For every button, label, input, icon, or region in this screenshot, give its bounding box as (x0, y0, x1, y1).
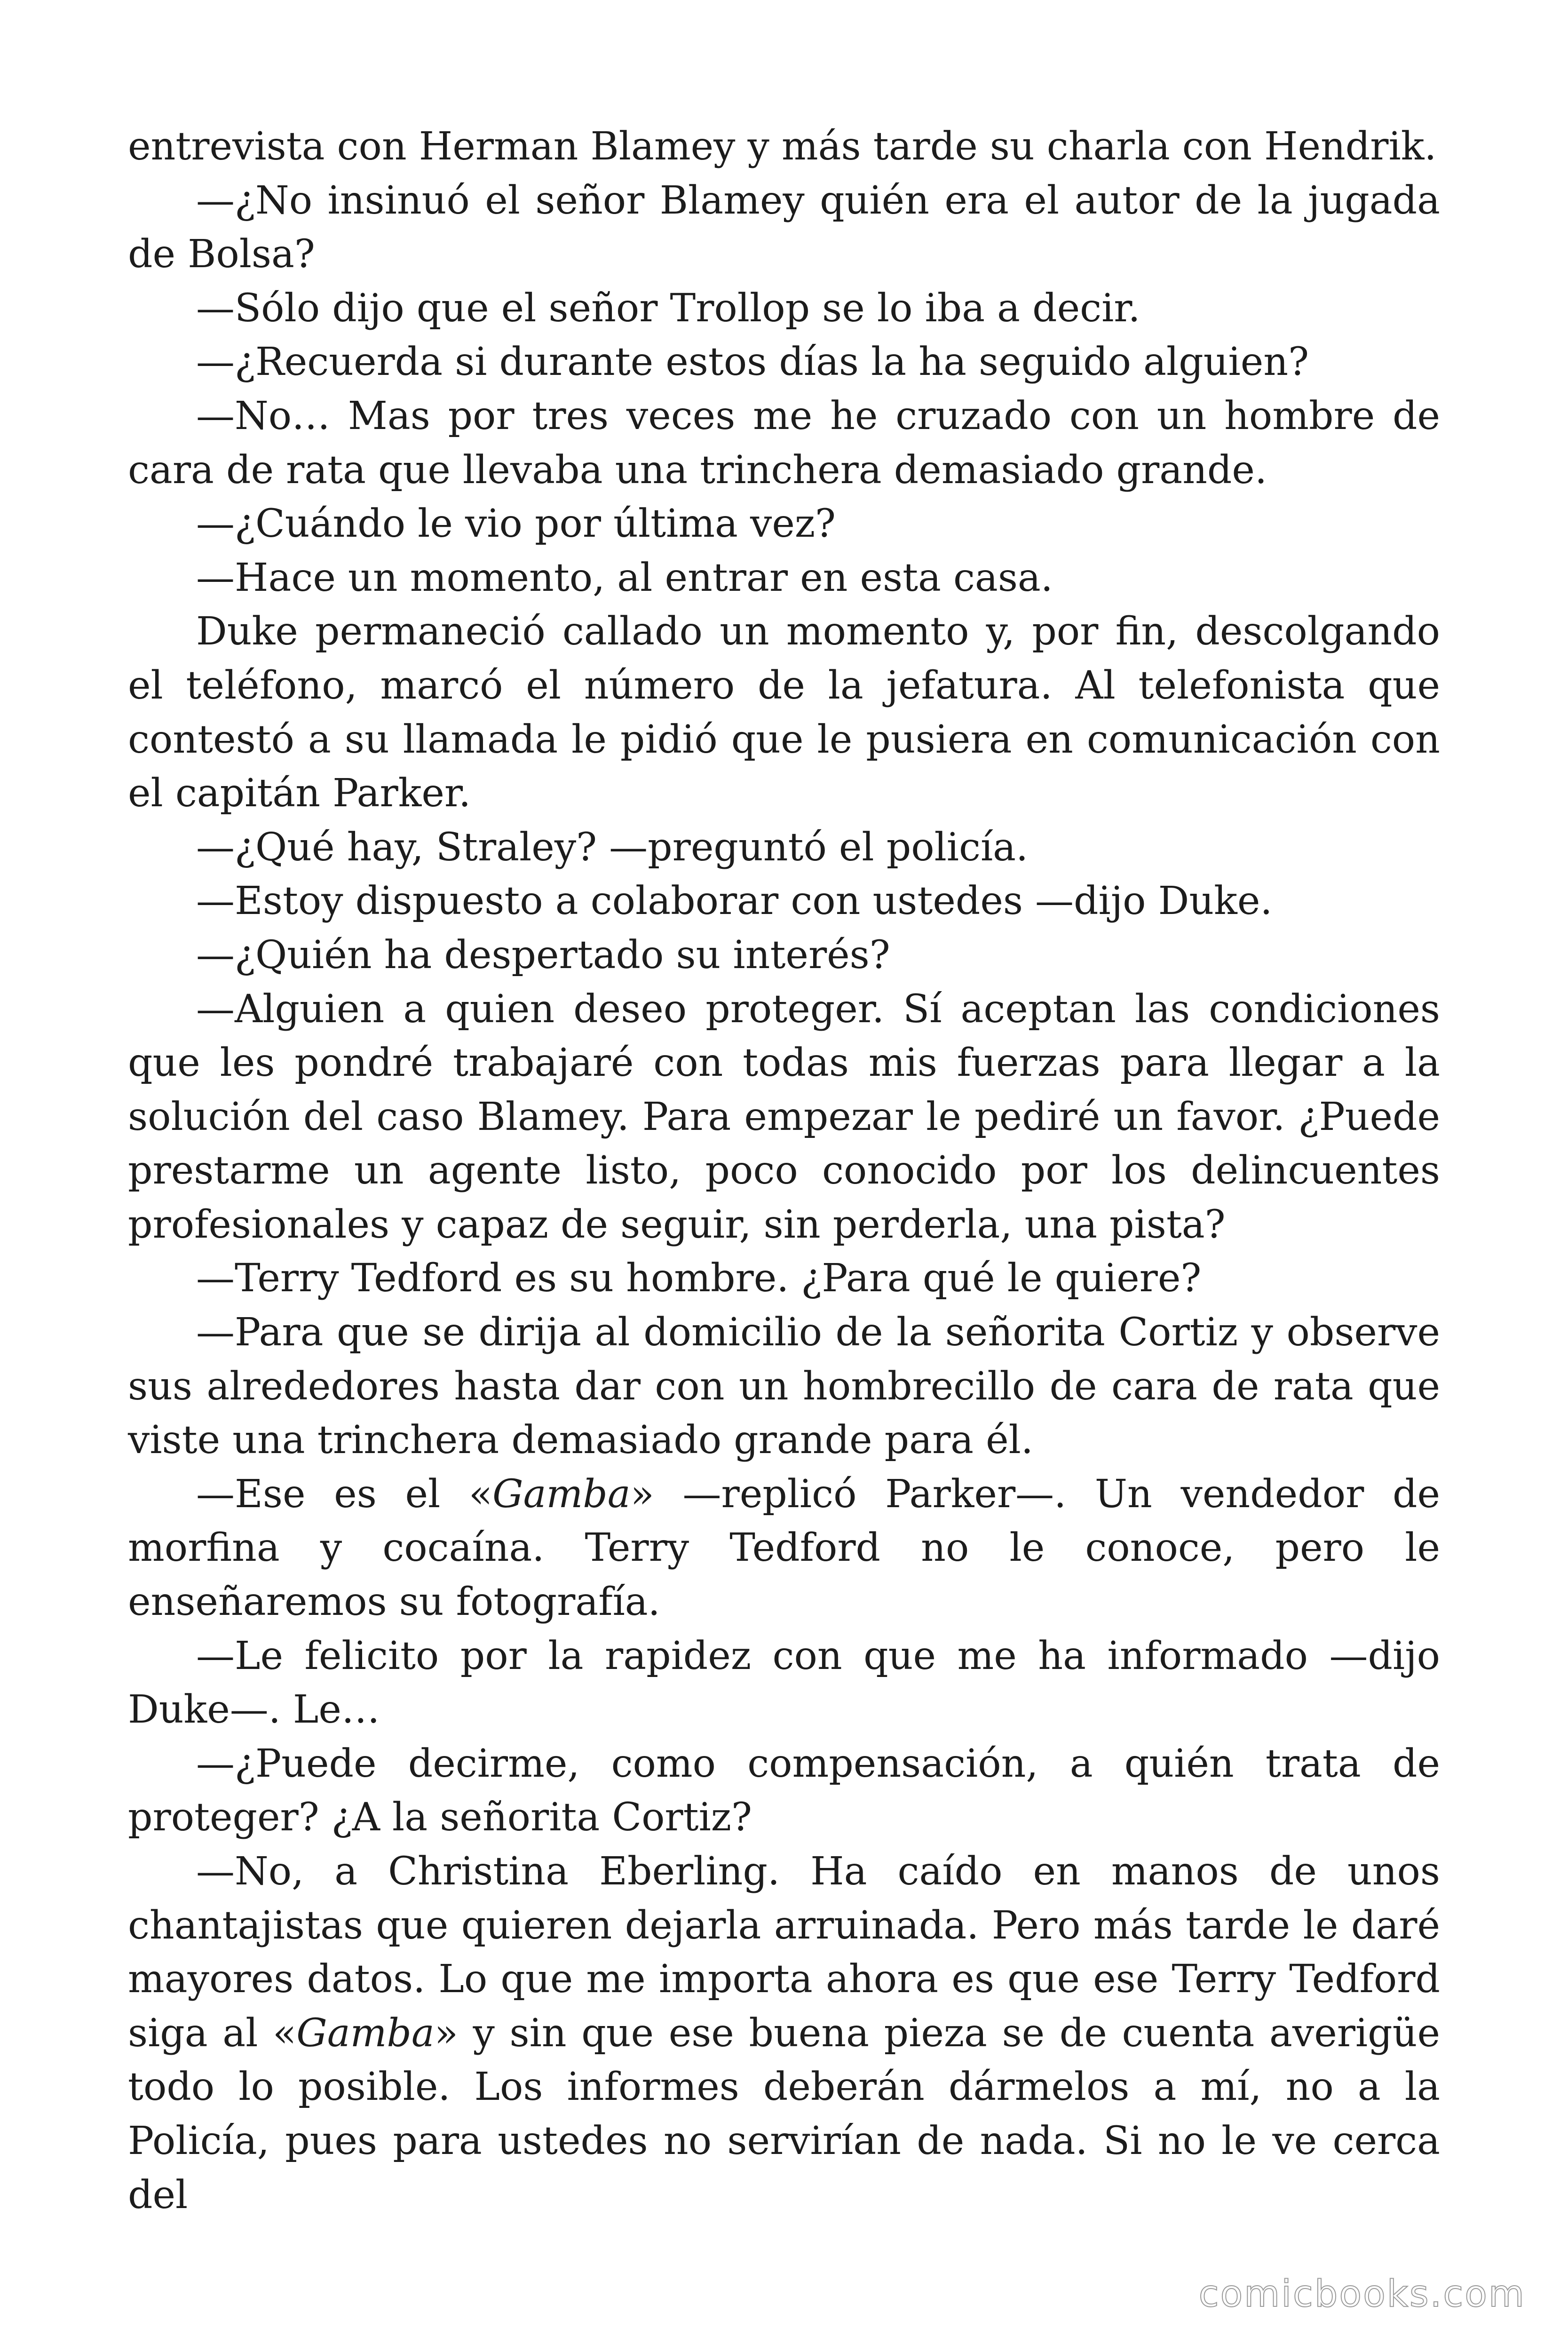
paragraph (128, 929, 1440, 983)
paragraph (128, 120, 1440, 174)
text-run: —No, a Christina Eberling. Ha caído en manos de unos chantajistas que quieren dejarla arruinada. Pero más tarde le daré mayores datos. Lo que me importa ahora es que ese Terry Tedford siga al « (128, 1849, 1440, 2056)
text-run: —Hace un momento, al entrar en esta casa. (196, 555, 1053, 600)
text-run: —Sólo dijo que el señor Trollop se lo iba a decir. (196, 286, 1140, 331)
paragraph (128, 1306, 1440, 1468)
paragraph (128, 1845, 1440, 2222)
text-run: —Ese es el « (196, 1471, 493, 1517)
text-run: —¿Quién ha despertado su interés? (196, 932, 890, 977)
text-run: —¿Qué hay, Straley? —preguntó el policía. (196, 825, 1029, 870)
text-run: » y sin que ese buena pieza se de cuenta averigüe todo lo posible. Los informes deberán dármelos a mí, no a la Policía, pues para ustedes no servirían de nada. Si no le ve cerca del (128, 2010, 1440, 2217)
text-run: —Para que se dirija al domicilio de la señorita Cortiz y observe sus alrededores hasta dar con un hombrecillo de cara de rata que viste una trinchera demasiado grande para él. (128, 1310, 1440, 1463)
text-run: —Alguien a quien deseo proteger. Sí aceptan las condiciones que les pondré trabajaré con todas mis fuerzas para llegar a la solución del caso Blamey. Para empezar le pediré un favor. ¿Puede prestarme un agente listo, poco conocido por los delincuentes profesionales y capaz de seguir, sin perderla, una pista? (128, 986, 1440, 1247)
paragraph (128, 282, 1440, 336)
text-run: —Le felicito por la rapidez con que me ha informado —dijo Duke—. Le… (128, 1633, 1440, 1732)
text-run: —Estoy dispuesto a colaborar con ustedes —dijo Duke. (196, 879, 1273, 924)
paragraph (128, 821, 1440, 875)
text-run: —¿Recuerda si durante estos días la ha seguido alguien? (196, 340, 1309, 385)
paragraph (128, 874, 1440, 929)
paragraph (128, 174, 1440, 282)
paragraph (128, 1468, 1440, 1629)
paragraph (128, 1737, 1440, 1845)
text-run: » —replicó Parker—. Un vendedor de morfina y cocaína. Terry Tedford no le conoce, pero le enseñaremos su fotografía. (128, 1471, 1440, 1625)
text-run: —¿No insinuó el señor Blamey quién era el autor de la jugada de Bolsa? (128, 178, 1440, 277)
paragraph (128, 983, 1440, 1252)
paragraph (128, 1252, 1440, 1306)
paragraph (128, 497, 1440, 551)
text-run: —¿Cuándo le vio por última vez? (196, 501, 836, 547)
text-run: entrevista con Herman Blamey y más tarde su charla con Hendrik. (128, 124, 1437, 169)
paragraph (128, 1629, 1440, 1737)
paragraph (128, 335, 1440, 389)
italic-text-run: Gamba (296, 2010, 435, 2056)
site-watermark: comicbooks.com (1198, 2273, 1526, 2315)
paragraph (128, 551, 1440, 605)
paragraph (128, 389, 1440, 497)
text-run: —No… Mas por tres veces me he cruzado con un hombre de cara de rata que llevaba una trinchera demasiado grande. (128, 393, 1440, 493)
text-run: Duke permaneció callado un momento y, por fin, descolgando el teléfono, marcó el número de la jefatura. Al telefonista que contestó a su llamada le pidió que le pusiera en comunicación con el capitán Parker. (128, 609, 1440, 816)
paragraph (128, 605, 1440, 820)
page-text-body (128, 120, 1440, 2222)
text-run: —¿Puede decirme, como compensación, a quién trata de proteger? ¿A la señorita Cortiz? (128, 1741, 1440, 1840)
italic-text-run: Gamba (492, 1471, 631, 1517)
text-run: —Terry Tedford es su hombre. ¿Para qué le quiere? (196, 1256, 1202, 1301)
